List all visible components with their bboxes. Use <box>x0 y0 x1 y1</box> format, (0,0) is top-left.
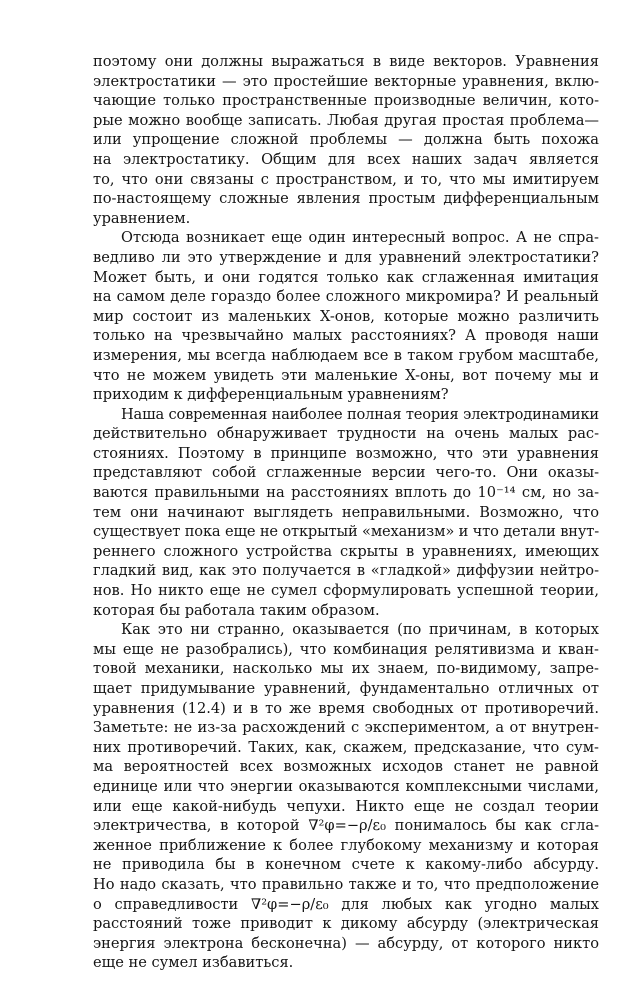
text-line: мир состоит из маленьких X-онов, которые можно различить <box>93 307 599 325</box>
text-line: Заметьте: не из-за расхождений с экспериментом, а от внутрен- <box>93 719 599 737</box>
text-line: Может быть, и они годятся только как сглаженная имитация <box>93 268 599 286</box>
text-line: на самом деле гораздо более сложного микромира? И реальный <box>93 288 599 306</box>
text-line: щает придумывание уравнений, фундаментально отличных от <box>93 680 599 697</box>
text-line: женное приближение к более глубокому механизму и которая <box>93 836 599 854</box>
text-line: только на чрезвычайно малых расстояниях? А проводя наши <box>93 327 599 345</box>
text-line: энергия электрона бесконечна) — абсурду, от которого никто <box>93 934 599 952</box>
text-line: рые можно вообще записать. Любая другая простая проблема— <box>93 111 599 129</box>
text-line: электричества, в которой ∇²φ=−ρ/ε₀ понималось бы как сгла- <box>93 817 599 835</box>
text-line: что не можем увидеть эти маленькие X-оны, вот почему мы и <box>93 366 599 384</box>
text-line: приходим к дифференциальным уравнениям? <box>93 386 449 404</box>
text-line: единице или что энергии оказываются комплексными числами, <box>93 777 599 795</box>
text-line: то, что они связаны с пространством, и то, что мы имитируем <box>93 170 599 188</box>
text-line: расстояний тоже приводит к дикому абсурду (электрическая <box>93 915 599 933</box>
text-line: товой механики, насколько мы их знаем, по-видимому, запре- <box>93 660 599 678</box>
text-line: или еще какой-нибудь чепухи. Никто еще не создал теории <box>93 797 599 815</box>
paragraph <box>93 228 599 404</box>
text-line: ваются правильными на расстояниях вплоть до 10⁻¹⁴ см, но за- <box>93 484 599 502</box>
text-line: Как это ни странно, оказывается (по причинам, в которых <box>121 621 599 639</box>
text-line: которая бы работала таким образом. <box>93 601 380 619</box>
text-line: о справедливости ∇²φ=−ρ/ε₀ для любых как угодно малых <box>93 895 599 913</box>
text-line: них противоречий. Таких, как, скажем, предсказание, что сум- <box>93 738 599 756</box>
text-line: Наша современная наиболее полная теория электродинамики <box>121 405 599 423</box>
text-line: Отсюда возникает еще один интересный вопрос. А не спра- <box>121 229 599 247</box>
text-line: измерения, мы всегда наблюдаем все в таком грубом масштабе, <box>93 346 599 364</box>
text-line: на электростатику. Общим для всех наших задач является <box>93 150 599 168</box>
text-line: мы еще не разобрались), что комбинация релятивизма и кван- <box>93 640 599 658</box>
text-line: ма вероятностей всех возможных исходов станет не равной <box>93 758 599 776</box>
text-line: реннего сложного устройства скрыты в уравнениях, имеющих <box>93 542 599 560</box>
text-line: поэтому они должны выражаться в виде векторов. Уравнения <box>93 53 599 70</box>
paragraph <box>93 405 599 621</box>
text-line: уравнения (12.4) и в то же время свободных от противоречий. <box>93 699 599 717</box>
text-line: по-настоящему сложные явления простым дифференциальным <box>93 190 599 208</box>
page-text <box>93 52 599 973</box>
text-line: или упрощение сложной проблемы — должна быть похожа <box>93 131 599 149</box>
text-line: Но надо сказать, что правильно также и то, что предположение <box>93 875 599 893</box>
text-line: электростатики — это простейшие векторные уравнения, вклю- <box>93 72 599 90</box>
text-line: ведливо ли это утверждение и для уравнений электростатики? <box>93 248 599 266</box>
text-line: чающие только пространственные производные величин, кото- <box>93 92 599 110</box>
text-line: не приводила бы в конечном счете к какому-либо абсурду. <box>93 856 599 874</box>
paragraph <box>93 52 599 228</box>
text-line: уравнением. <box>93 209 191 227</box>
text-line: гладкий вид, как это получается в «гладкой» диффузии нейтро- <box>93 562 599 580</box>
text-line: стояниях. Поэтому в принципе возможно, что эти уравнения <box>93 444 599 462</box>
text-line: нов. Но никто еще не сумел сформулировать успешной теории, <box>93 582 599 600</box>
text-line: тем они начинают выглядеть неправильными. Возможно, что <box>93 503 599 521</box>
text-line: действительно обнаруживает трудности на очень малых рас- <box>93 425 599 443</box>
text-line: существует пока еще не открытый «механизм» и что детали внут- <box>93 523 599 541</box>
paragraph <box>93 620 599 973</box>
text-line: представляют собой сглаженные версии чего-то. Они оказы- <box>93 464 599 482</box>
text-line: еще не сумел избавиться. <box>93 954 294 972</box>
